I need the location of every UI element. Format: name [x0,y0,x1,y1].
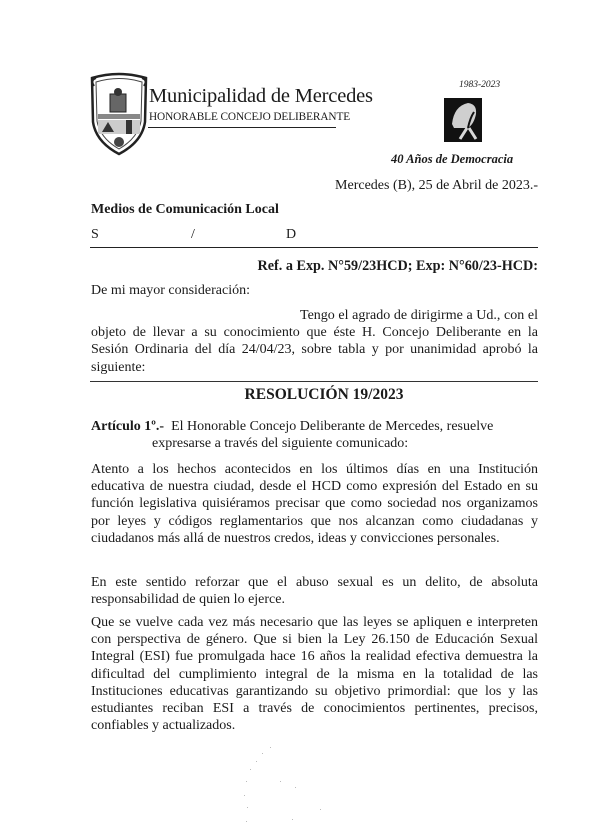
salutation-slash: / [191,227,195,242]
anniversary-label: 40 Años de Democracia [391,152,514,166]
white-headscarf-emblem-icon [444,98,482,142]
reference-line: Ref. a Exp. N°59/23HCD; Exp: N°60/23-HCD: [257,258,538,274]
paragraph-1: Atento a los hechos acontecidos en los últimos días en una Institución educativa de nuestra ciudad, desde el HCD como expresión del Estado en su función legislativa quisiéramos precisar que como sociedad nos organizamos por leyes y códigos reglamentarios que nos alcanzan como ciudadanas y ciudadanos más allá de nuestros credos, ideas y convicciones personales. [91,462,538,546]
paragraph-2: En este sentido reforzar que el abuso sexual es un delito, de absoluta responsabilidad de quien lo ejerce. [91,575,538,608]
org-name: Municipalidad de Mercedes [149,85,373,107]
article-text-line1: El Honorable Concejo Deliberante de Mercedes, resuelve [164,419,494,434]
salutation-s: S [91,227,99,242]
article-text-line2: expresarse a través del siguiente comunicado: [152,436,409,452]
header-divider [90,247,538,248]
paragraph-3: Que se vuelve cada vez más necesario que las leyes se apliquen e interpreten con perspectiva de género. Que si bien la Ley 26.150 de Educación Sexual Integral (ESI) fue promulgada hace 16 años la realidad efectiva demuestra la dificultad del cumplimiento integral de la misma en la totalidad de las Instituciones educativas garantizando su objetivo primordial: que los y las estudiantes reciban ESI a través de conocimientos pertinentes, precisos, confiables y actualizados. [91,615,538,734]
resolution-divider [90,381,538,382]
org-subtitle: HONORABLE CONCEJO DELIBERANTE [149,111,351,123]
article-1 [91,418,538,452]
greeting: De mi mayor consideración: [91,283,251,298]
resolution-title: RESOLUCIÓN 19/2023 [244,386,404,403]
date-line: Mercedes (B), 25 de Abril de 2023.- [335,178,538,193]
letterhead-rule [148,127,336,128]
intro-paragraph: Tengo el agrado de dirigirme a Ud., con el objeto de llevar a su conocimiento que éste H. Concejo Deliberante en la Sesión Ordinaria del día 24/04/23, sobre tabla y por unanimidad aprobó la siguiente: [91,308,538,375]
salutation-d: D [286,227,297,242]
anniversary-years: 1983-2023 [459,80,501,90]
article-label: Artículo 1º.- [91,419,165,434]
scan-noise [240,745,330,835]
recipient: Medios de Comunicación Local [91,202,279,217]
municipal-coat-of-arms-icon [88,72,150,156]
